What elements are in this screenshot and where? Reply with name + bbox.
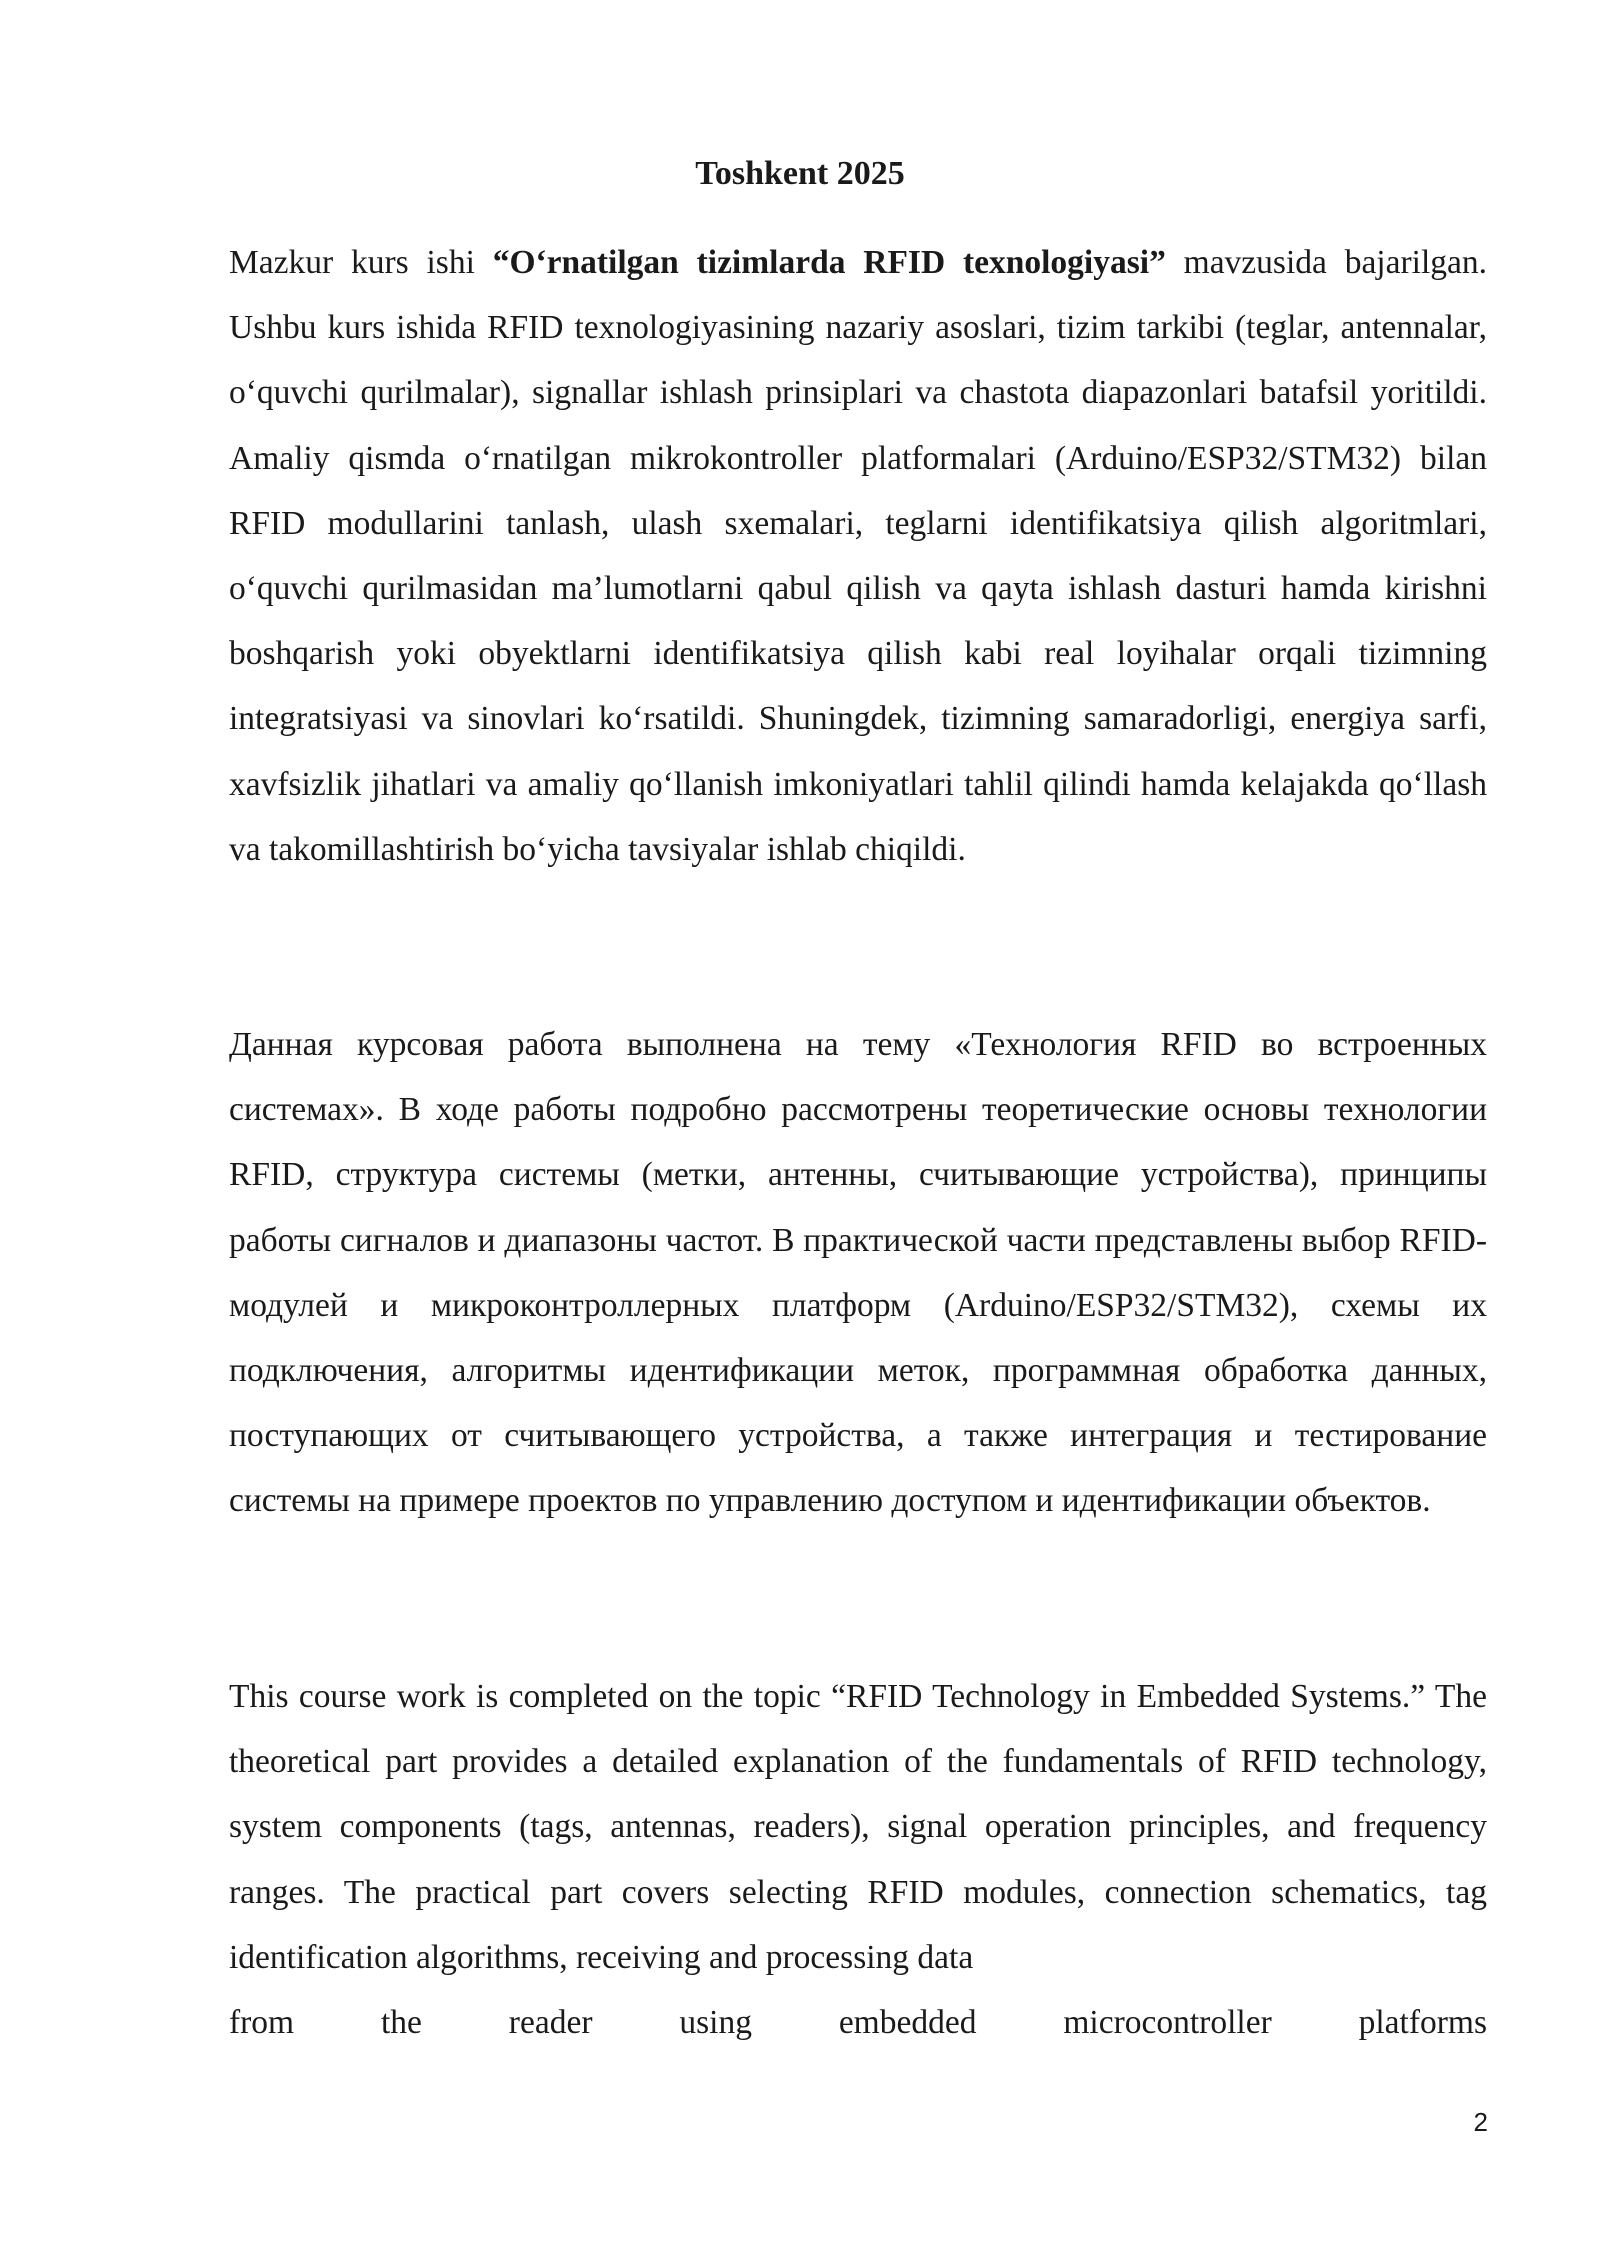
paragraph-english-body: This course work is completed on the topic “RFID Technology in Embedded Systems.” The theoretical part provides a detailed explanation of the fundamentals of RFID technology, system components (tags, antennas, readers), signal operation principles, and frequency ranges. The practical part covers selecting RFID modules, connection schematics, tag identification algorithms, receiving and processing data bbox=[229, 1678, 1487, 1976]
paragraph-english bbox=[229, 1664, 1487, 2055]
paragraph-uzbek-topic: “O‘rnatilgan tizimlarda RFID texnologiyasi” bbox=[492, 244, 1166, 281]
paragraph-uzbek bbox=[229, 230, 1487, 882]
paragraph-uzbek-body: mavzusida bajarilgan. Ushbu kurs ishida RFID texnologiyasining nazariy asoslari, tizim tarkibi (teglar, antennalar, o‘quvchi qurilmalar), signallar ishlash prinsiplari va chastota diapazonlari batafsil yoritildi. Amaliy qismda o‘rnatilgan mikrokontroller platformalari (Arduino/ESP32/STM32) bilan RFID modullarini tanlash, ulash sxemalari, teglarni identifikatsiya qilish algoritmlari, o‘quvchi qurilmasidan ma’lumotlarni qabul qilish va qayta ishlash dasturi hamda kirishni boshqarish yoki obyektlarni identifikatsiya qilish kabi real loyihalar orqali tizimning integratsiyasi va sinovlari ko‘rsatildi. Shuningdek, tizimning samaradorligi, energiya sarfi, xavfsizlik jihatlari va amaliy qo‘llanish imkoniyatlari tahlil qilindi hamda kelajakda qo‘llash va takomillashtirish bo‘yicha tavsiyalar ishlab chiqildi. bbox=[229, 244, 1488, 868]
paragraph-russian: Данная курсовая работа выполнена на тему «Технология RFID во встроенных системах». В ходе работы подробно рассмотрены теоретические основы технологии RFID, структура системы (метки, антенны, считывающие устройства), принципы работы сигналов и диапазоны частот. В практической части представлены выбор RFID-модулей и микроконтроллерных платформ (Arduino/ESP32/STM32), схемы их подключения, алгоритмы идентификации меток, программная обработка данных, поступающих от считывающего устройства, а также интеграция и тестирование системы на примере проектов по управлению доступом и идентификации объектов. bbox=[229, 1026, 1487, 1520]
paragraph-english-last-line: from the reader using embedded microcontroller platforms bbox=[229, 2004, 1487, 2042]
page-number: 2 bbox=[1473, 2107, 1488, 2137]
page-title: Toshkent 2025 bbox=[695, 155, 905, 192]
paragraph-uzbek-intro: Mazkur kurs ishi bbox=[229, 244, 493, 281]
